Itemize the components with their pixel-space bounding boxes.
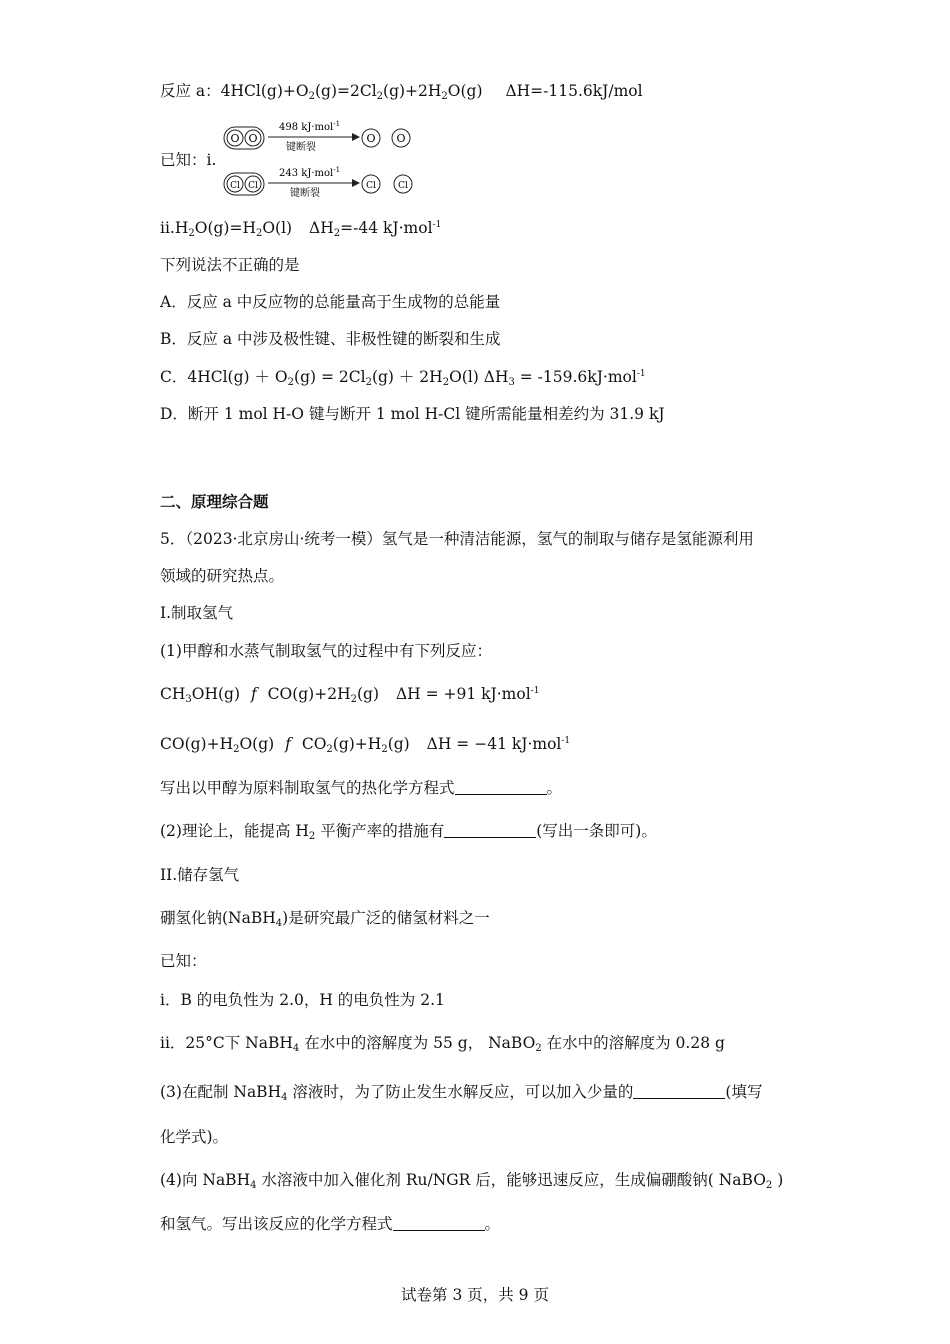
question-3: (3)在配制 NaBH$_4$ 溶液时，为了防止发生水解反应，可以加入少量的 (填写 xyxy=(160,1083,763,1103)
option-d[interactable]: D．断开 1 mol H-O 键与断开 1 mol H-Cl 键所需能量相差约为 31.9 kJ xyxy=(160,405,665,423)
reaction-a: 反应 a：$4HCl(g)+O_2(g)=2Cl_2(g)+2H_2O(g)$ ΔH=-115.6kJ/mol xyxy=(160,82,643,102)
svg-text:O: O xyxy=(366,132,376,145)
cl-arrow-caption: 键断裂 xyxy=(290,188,320,199)
question-1: 写出以甲醇为原料制取氢气的热化学方程式 。 xyxy=(160,779,563,797)
known-ii: $ii.H_2O(g)=H_2O(l)$ $\Delta H_2=-44$ kJ·mol$^{-1}$ xyxy=(160,219,442,239)
part1-title: I.制取氢气 xyxy=(160,604,234,622)
answer-blank-1[interactable] xyxy=(455,779,547,795)
svg-text:O: O xyxy=(230,132,240,145)
known-i-label: 已知：i. xyxy=(160,151,217,169)
answer-blank-3[interactable] xyxy=(633,1083,725,1099)
svg-text:Cl: Cl xyxy=(366,181,376,191)
answer-blank-2[interactable] xyxy=(444,822,536,838)
part2-title: II.储存氢气 xyxy=(160,866,240,884)
option-a[interactable]: A．反应 a 中反应物的总能量高于生成物的总能量 xyxy=(160,293,501,311)
svg-text:O: O xyxy=(248,132,258,145)
svg-text:Cl: Cl xyxy=(248,181,258,191)
svg-text:Cl: Cl xyxy=(230,181,240,191)
known-item-1: i．B 的电负性为 2.0，H 的电负性为 2.1 xyxy=(160,991,445,1009)
answer-blank-4[interactable] xyxy=(393,1215,485,1231)
section-title: 二、原理综合题 xyxy=(160,492,269,511)
equation-1: $CH_3OH(g)$ f $CO(g)+2H_2(g) \Delta H = +91$ kJ·mol$^{-1}$ xyxy=(160,685,540,705)
question-4: (4)向 NaBH$_4$ 水溶液中加入催化剂 Ru/NGR 后，能够迅速反应，生成偏硼酸钠( NaBO$_2$ ) xyxy=(160,1171,784,1191)
option-b[interactable]: B．反应 a 中涉及极性键、非极性键的断裂和生成 xyxy=(160,330,501,348)
o2-molecule-icon xyxy=(224,127,264,149)
svg-text:Cl: Cl xyxy=(398,181,408,191)
cl-bond-energy: 243 kJ·mol$^{-1}$ xyxy=(279,166,341,179)
o-bond-energy: 498 kJ·mol$^{-1}$ xyxy=(279,120,341,133)
equation-2: $CO(g)+H_2O(g)$ f $CO_2(g)+H_2(g) \Delta H = -41$ kJ·mol$^{-1}$ xyxy=(160,735,571,755)
known-label: 已知： xyxy=(160,952,207,970)
question-prompt: 下列说法不正确的是 xyxy=(160,256,300,274)
question-4-line2: 和氢气。写出该反应的化学方程式 。 xyxy=(160,1215,501,1233)
question-3-line2: 化学式)。 xyxy=(160,1128,229,1146)
reaction-a-enthalpy: ΔH=-115.6kJ/mol xyxy=(505,82,643,100)
option-c[interactable]: C．$4HCl(g) + O_2(g) = 2Cl_2(g) + 2H_2O(l) \Delta H_3 = -159.6kJ\cdot mol^{-1}$ xyxy=(160,368,646,388)
o-atoms-icon xyxy=(362,129,410,147)
bond-breaking-diagram xyxy=(220,118,480,208)
q5-stem-line2: 领域的研究热点。 xyxy=(160,567,285,585)
q5-stem-line1: 5．（2023·北京房山·统考一模）氢气是一种清洁能源，氢气的制取与储存是氢能源利用 xyxy=(160,530,754,548)
known-item-2: ii．25°C下 NaBH$_4$ 在水中的溶解度为 55 g， NaBO$_2$ 在水中的溶解度为 0.28 g xyxy=(160,1034,725,1054)
cl-atoms-icon xyxy=(362,175,412,193)
o-arrow-caption: 键断裂 xyxy=(286,142,316,153)
question-2: (2)理论上，能提高 $H_2$ 平衡产率的措施有 (写出一条即可)。 xyxy=(160,822,657,842)
page-footer: 试卷第 3 页，共 9 页 xyxy=(401,1286,549,1304)
sub-question-1: (1)甲醇和水蒸气制取氢气的过程中有下列反应： xyxy=(160,642,492,660)
nabh4-intro: 硼氢化钠(NaBH$_4$)是研究最广泛的储氢材料之一 xyxy=(160,909,490,929)
svg-text:O: O xyxy=(396,132,406,145)
cl2-molecule-icon xyxy=(224,173,264,195)
